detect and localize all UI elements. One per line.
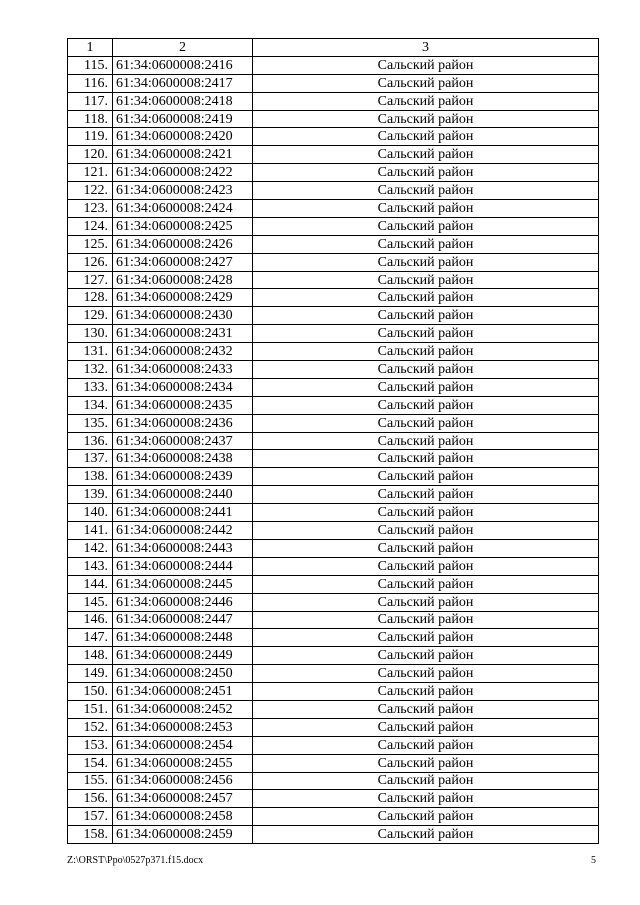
row-number-cell: 148. [68,647,113,665]
district-cell: Сальский район [253,790,599,808]
row-number-cell: 122. [68,182,113,200]
cadastral-number-cell: 61:34:0600008:2432 [113,343,253,361]
district-cell: Сальский район [253,593,599,611]
footer-page-number: 5 [591,855,596,866]
row-number-cell: 128. [68,289,113,307]
cadastral-number-cell: 61:34:0600008:2435 [113,396,253,414]
district-cell: Сальский район [253,200,599,218]
row-number-cell: 153. [68,736,113,754]
table-row [68,486,599,504]
cadastral-number-cell: 61:34:0600008:2448 [113,629,253,647]
cadastral-number-cell: 61:34:0600008:2429 [113,289,253,307]
district-cell: Сальский район [253,56,599,74]
cadastral-number-cell: 61:34:0600008:2420 [113,128,253,146]
table-row [68,790,599,808]
row-number-cell: 124. [68,217,113,235]
row-number-cell: 140. [68,504,113,522]
cadastral-number-cell: 61:34:0600008:2455 [113,754,253,772]
table-header-row [68,39,599,57]
row-number-cell: 151. [68,700,113,718]
cadastral-number-cell: 61:34:0600008:2449 [113,647,253,665]
row-number-cell: 155. [68,772,113,790]
column-header-district: 3 [253,39,599,57]
table-row [68,325,599,343]
district-cell: Сальский район [253,146,599,164]
district-cell: Сальский район [253,486,599,504]
cadastral-number-cell: 61:34:0600008:2439 [113,468,253,486]
column-header-cadastral-number: 2 [113,39,253,57]
table-row [68,683,599,701]
cadastral-number-cell: 61:34:0600008:2445 [113,575,253,593]
cadastral-number-cell: 61:34:0600008:2425 [113,217,253,235]
cadastral-number-cell: 61:34:0600008:2421 [113,146,253,164]
cadastral-number-cell: 61:34:0600008:2437 [113,432,253,450]
district-cell: Сальский район [253,468,599,486]
table-row [68,826,599,844]
table-row [68,182,599,200]
row-number-cell: 137. [68,450,113,468]
row-number-cell: 147. [68,629,113,647]
row-number-cell: 126. [68,253,113,271]
cadastral-number-cell: 61:34:0600008:2447 [113,611,253,629]
row-number-cell: 130. [68,325,113,343]
cadastral-number-cell: 61:34:0600008:2451 [113,683,253,701]
table-row [68,647,599,665]
district-cell: Сальский район [253,110,599,128]
table-row [68,575,599,593]
row-number-cell: 150. [68,683,113,701]
district-cell: Сальский район [253,414,599,432]
table-row [68,450,599,468]
district-cell: Сальский район [253,826,599,844]
row-number-cell: 135. [68,414,113,432]
district-cell: Сальский район [253,289,599,307]
row-number-cell: 145. [68,593,113,611]
table-row [68,74,599,92]
district-cell: Сальский район [253,307,599,325]
district-cell: Сальский район [253,539,599,557]
table-row [68,754,599,772]
cadastral-number-cell: 61:34:0600008:2418 [113,92,253,110]
row-number-cell: 121. [68,164,113,182]
cadastral-number-cell: 61:34:0600008:2431 [113,325,253,343]
table-row [68,253,599,271]
cadastral-number-cell: 61:34:0600008:2428 [113,271,253,289]
table-row [68,217,599,235]
row-number-cell: 132. [68,361,113,379]
row-number-cell: 157. [68,808,113,826]
cadastral-number-cell: 61:34:0600008:2434 [113,378,253,396]
district-cell: Сальский район [253,736,599,754]
cadastral-number-cell: 61:34:0600008:2436 [113,414,253,432]
table-row [68,56,599,74]
cadastral-number-cell: 61:34:0600008:2458 [113,808,253,826]
cadastral-number-cell: 61:34:0600008:2450 [113,665,253,683]
cadastral-number-cell: 61:34:0600008:2416 [113,56,253,74]
district-cell: Сальский район [253,808,599,826]
district-cell: Сальский район [253,772,599,790]
district-cell: Сальский район [253,718,599,736]
district-cell: Сальский район [253,665,599,683]
row-number-cell: 125. [68,235,113,253]
row-number-cell: 134. [68,396,113,414]
table-row [68,718,599,736]
district-cell: Сальский район [253,683,599,701]
district-cell: Сальский район [253,343,599,361]
row-number-cell: 123. [68,200,113,218]
cadastral-number-cell: 61:34:0600008:2441 [113,504,253,522]
row-number-cell: 139. [68,486,113,504]
table-row [68,593,599,611]
cadastral-number-cell: 61:34:0600008:2433 [113,361,253,379]
cadastral-number-cell: 61:34:0600008:2438 [113,450,253,468]
table-row [68,271,599,289]
district-cell: Сальский район [253,754,599,772]
cadastral-number-cell: 61:34:0600008:2422 [113,164,253,182]
table-row [68,432,599,450]
district-cell: Сальский район [253,164,599,182]
district-cell: Сальский район [253,522,599,540]
table-row [68,522,599,540]
row-number-cell: 116. [68,74,113,92]
column-header-number: 1 [68,39,113,57]
table-header [68,39,599,57]
row-number-cell: 119. [68,128,113,146]
cadastral-number-cell: 61:34:0600008:2423 [113,182,253,200]
district-cell: Сальский район [253,432,599,450]
district-cell: Сальский район [253,74,599,92]
cadastral-number-cell: 61:34:0600008:2453 [113,718,253,736]
cadastral-number-cell: 61:34:0600008:2444 [113,557,253,575]
row-number-cell: 118. [68,110,113,128]
row-number-cell: 117. [68,92,113,110]
row-number-cell: 146. [68,611,113,629]
district-cell: Сальский район [253,700,599,718]
cadastral-number-cell: 61:34:0600008:2452 [113,700,253,718]
district-cell: Сальский район [253,128,599,146]
table-row [68,235,599,253]
row-number-cell: 154. [68,754,113,772]
district-cell: Сальский район [253,271,599,289]
row-number-cell: 115. [68,56,113,74]
row-number-cell: 141. [68,522,113,540]
row-number-cell: 136. [68,432,113,450]
row-number-cell: 138. [68,468,113,486]
district-cell: Сальский район [253,92,599,110]
row-number-cell: 131. [68,343,113,361]
table-row [68,343,599,361]
row-number-cell: 129. [68,307,113,325]
table-row [68,307,599,325]
cadastral-number-cell: 61:34:0600008:2442 [113,522,253,540]
cadastral-number-cell: 61:34:0600008:2424 [113,200,253,218]
cadastral-number-cell: 61:34:0600008:2459 [113,826,253,844]
district-cell: Сальский район [253,182,599,200]
district-cell: Сальский район [253,557,599,575]
table-row [68,128,599,146]
table-row [68,700,599,718]
district-cell: Сальский район [253,504,599,522]
row-number-cell: 152. [68,718,113,736]
cadastral-number-cell: 61:34:0600008:2446 [113,593,253,611]
row-number-cell: 133. [68,378,113,396]
table-row [68,629,599,647]
table-row [68,611,599,629]
row-number-cell: 143. [68,557,113,575]
row-number-cell: 144. [68,575,113,593]
table-row [68,361,599,379]
district-cell: Сальский район [253,629,599,647]
table-row [68,539,599,557]
table-row [68,164,599,182]
district-cell: Сальский район [253,575,599,593]
district-cell: Сальский район [253,253,599,271]
cadastral-number-cell: 61:34:0600008:2426 [113,235,253,253]
district-cell: Сальский район [253,378,599,396]
table-row [68,378,599,396]
cadastral-number-cell: 61:34:0600008:2443 [113,539,253,557]
row-number-cell: 142. [68,539,113,557]
row-number-cell: 158. [68,826,113,844]
row-number-cell: 120. [68,146,113,164]
table-body [68,56,599,843]
district-cell: Сальский район [253,647,599,665]
table-row [68,414,599,432]
cadastral-number-cell: 61:34:0600008:2417 [113,74,253,92]
table-row [68,146,599,164]
table-row [68,92,599,110]
district-cell: Сальский район [253,611,599,629]
row-number-cell: 156. [68,790,113,808]
cadastral-number-cell: 61:34:0600008:2430 [113,307,253,325]
district-cell: Сальский район [253,235,599,253]
cadastral-number-cell: 61:34:0600008:2427 [113,253,253,271]
cadastral-number-cell: 61:34:0600008:2457 [113,790,253,808]
cadastral-number-cell: 61:34:0600008:2440 [113,486,253,504]
table-row [68,504,599,522]
row-number-cell: 149. [68,665,113,683]
table-row [68,200,599,218]
cadastral-number-cell: 61:34:0600008:2456 [113,772,253,790]
table-row [68,772,599,790]
district-cell: Сальский район [253,361,599,379]
table-row [68,665,599,683]
district-cell: Сальский район [253,450,599,468]
table-row [68,468,599,486]
table-row [68,557,599,575]
district-cell: Сальский район [253,396,599,414]
table-row [68,110,599,128]
table-row [68,736,599,754]
cadastral-number-cell: 61:34:0600008:2454 [113,736,253,754]
district-cell: Сальский район [253,325,599,343]
table-row [68,289,599,307]
district-cell: Сальский район [253,217,599,235]
footer-file-path: Z:\ORST\Ppo\0527p371.f15.docx [67,855,204,866]
table-row [68,808,599,826]
cadastral-number-cell: 61:34:0600008:2419 [113,110,253,128]
row-number-cell: 127. [68,271,113,289]
table-row [68,396,599,414]
parcel-table [67,38,599,844]
